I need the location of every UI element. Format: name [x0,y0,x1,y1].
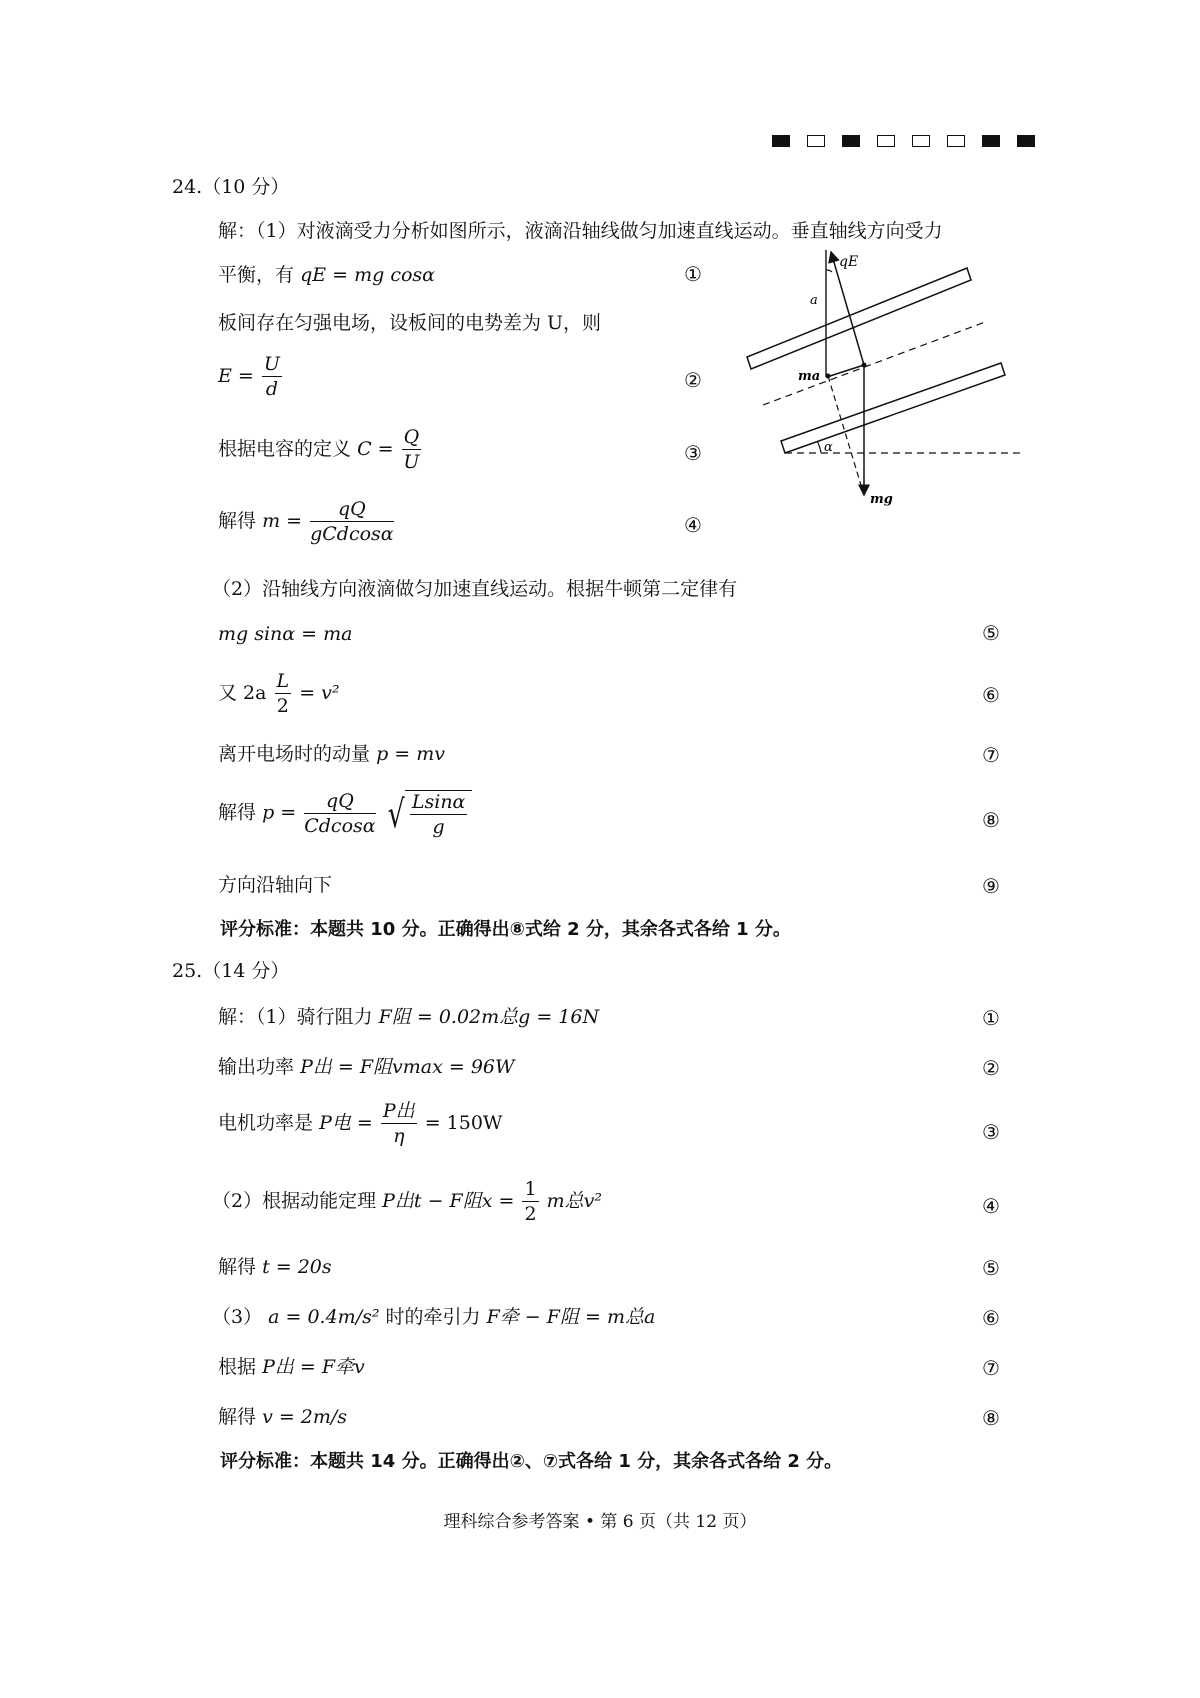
q24-eq8-lhs: p = [262,801,297,824]
ma-line [830,365,864,376]
fraction [410,793,468,837]
q24-eq4 [218,500,396,544]
q25-eq1-formula: F阻 = 0.02m总g = 16N [378,1006,600,1028]
mark-1: ① [982,1006,1000,1030]
q24-eq8 [218,790,472,837]
code-square [1017,135,1035,147]
q24-eq1 [218,266,435,285]
mark-8: ⑧ [982,808,1000,832]
fraction [402,428,422,472]
q25-eq5 [218,1258,332,1277]
axis-line [763,322,985,405]
q24-eq1-formula: qE = mg cosα [300,264,435,286]
q24-eq7 [218,745,445,764]
mark-2: ② [684,368,702,392]
fraction-denominator: g [432,816,445,838]
fraction-numerator: qQ [304,792,375,814]
label-alpha: α [824,440,833,455]
q24-eq5-formula: mg sinα = ma [218,623,353,645]
upper-plate [747,268,971,369]
fraction-denominator: gCdcosα [310,523,394,545]
q25-eq3-prefix: 电机功率是 [218,1112,314,1134]
q25-eq2-prefix: 输出功率 [218,1056,295,1078]
code-square [772,135,790,147]
q25-eq4-lhs: P出t − F阻x = [382,1190,515,1212]
mark-3: ③ [982,1120,1000,1144]
q24-eq7-prefix: 离开电场时的动量 [218,743,371,765]
q24-eq3-lhs: C = [357,438,394,460]
q24-scoring: 评分标准：本题共 10 分。正确得出⑧式给 2 分，其余各式各给 1 分。 [220,919,791,940]
q24-eq3-prefix: 根据电容的定义 [218,438,352,460]
q24-title: 24.（10 分） [172,176,290,198]
fraction-denominator: 2 [524,1203,537,1225]
code-square [877,135,895,147]
mark-2: ② [982,1056,1000,1080]
q25-title: 25.（14 分） [172,960,290,982]
mark-4: ④ [684,513,702,537]
mark-3: ③ [684,441,702,465]
fraction-denominator: 2 [276,695,289,717]
code-square [982,135,1000,147]
mark-5: ⑤ [982,1256,1000,1280]
fraction-numerator: qQ [310,500,394,522]
mark-7: ⑦ [982,743,1000,767]
fraction-denominator: Cdcosα [304,814,376,837]
q24-eq4-prefix: 解得 [218,510,257,532]
q24-line3: 板间存在匀强电场，设板间的电势差为 U，则 [218,312,602,334]
fraction-denominator: d [265,378,278,400]
q25-eq6 [212,1308,655,1327]
force-diagram [740,250,1040,510]
q24-eq2 [218,355,284,399]
q24-eq6-prefix: 又 2a [218,682,267,704]
page-footer: 理科综合参考答案 • 第 6 页（共 12 页） [443,1512,757,1532]
q25-eq6-prefix: （3） [212,1306,263,1328]
q25-eq3-lhs: P电 = [319,1112,373,1134]
q25-eq7-formula: P出 = F牵v [262,1356,365,1378]
fraction [381,1102,417,1146]
q24-eq6 [218,672,340,716]
mark-7: ⑦ [982,1356,1000,1380]
code-square [807,135,825,147]
fraction-numerator: Q [403,426,420,448]
label-mg: mg [870,492,893,507]
q25-eq8-formula: v = 2m/s [262,1406,348,1428]
label-qE: qE [839,254,859,270]
angle-arc-top [826,270,832,272]
q25-eq3 [218,1102,502,1146]
q25-eq5-prefix: 解得 [218,1256,257,1278]
q25-eq4-prefix: （2）根据动能定理 [212,1190,377,1212]
mark-6: ⑥ [982,1306,1000,1330]
code-square [947,135,965,147]
fraction [304,789,376,837]
angle-arc-bottom [817,441,821,453]
q25-eq3-rhs: = 150W [424,1112,503,1134]
fraction-denominator: U [403,451,420,473]
fraction-numerator: 1 [524,1178,537,1200]
fraction-numerator: L [276,670,290,692]
fraction [522,1180,538,1224]
q25-eq5-formula: t = 20s [262,1256,332,1278]
fraction [262,355,282,399]
q25-eq8-prefix: 解得 [218,1406,257,1428]
q25-eq1-prefix: 解：（1）骑行阻力 [218,1006,373,1028]
q24-eq7-formula: p = mv [376,743,445,765]
mark-5: ⑤ [982,621,1000,645]
q25-eq4 [212,1180,602,1224]
sqrt-body [405,790,473,837]
q24-eq4-lhs: m = [262,510,303,532]
q24-eq1-prefix: 平衡，有 [218,264,295,286]
q25-eq4-rhs: m总v² [546,1190,602,1212]
mark-1: ① [684,262,702,286]
sqrt-sign: √ [387,791,405,836]
q24-eq9: 方向沿轴向下 [218,874,333,896]
fraction-numerator: U [263,353,280,375]
mark-4: ④ [982,1194,1000,1218]
fraction [275,672,292,716]
fraction-numerator: P出 [382,1100,415,1122]
fraction [310,500,394,544]
q25-eq2-formula: P出 = F阻vmax = 96W [300,1056,515,1078]
mark-9: ⑨ [982,874,1000,898]
code-square [842,135,860,147]
q25-eq8 [218,1408,347,1427]
q25-eq2 [218,1058,515,1077]
q25-eq7 [218,1358,365,1377]
q24-eq6-rhs: = v² [299,682,340,704]
q25-scoring: 评分标准：本题共 14 分。正确得出②、⑦式各给 1 分，其余各式各给 2 分。 [220,1451,843,1472]
q24-part2: （2）沿轴线方向液滴做匀加速直线运动。根据牛顿第二定律有 [212,578,738,600]
code-square [912,135,930,147]
q24-eq2-lhs: E = [218,365,254,387]
q25-eq1 [218,1008,599,1027]
mark-8: ⑧ [982,1406,1000,1430]
q25-eq7-prefix: 根据 [218,1356,257,1378]
q25-eq6-formula: F牵 − F阻 = m总a [486,1306,656,1328]
q24-line1: 解：（1）对液滴受力分析如图所示，液滴沿轴线做匀加速直线运动。垂直轴线方向受力 [218,220,943,242]
label-ma: ma [798,369,821,384]
q24-eq8-prefix: 解得 [218,801,257,824]
fraction-denominator: η [393,1125,405,1147]
label-a: a [810,293,818,308]
q24-eq3 [218,428,423,472]
mark-6: ⑥ [982,683,1000,707]
q24-eq5 [218,625,352,644]
fraction-numerator: Lsinα [411,791,466,813]
q25-eq6-a: a = 0.4m/s² [268,1306,380,1328]
q25-eq6-mid: 时的牵引力 [385,1306,481,1328]
